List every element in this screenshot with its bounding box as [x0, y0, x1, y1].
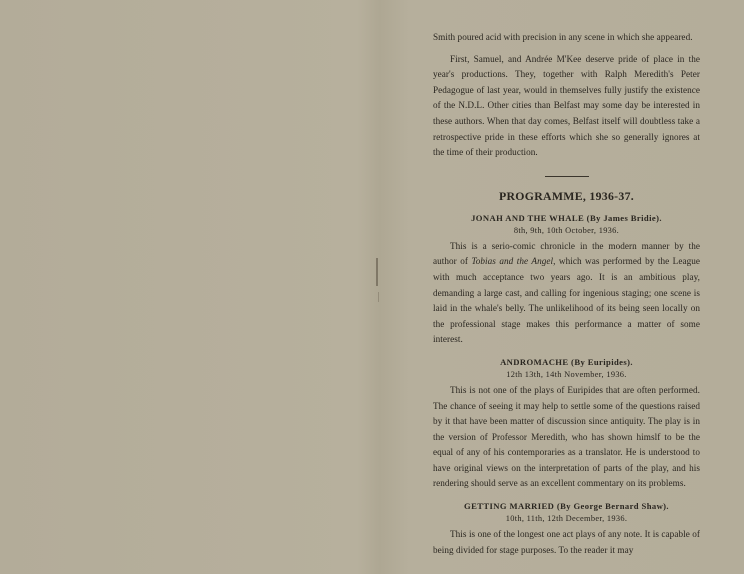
- continuation-paragraph: Smith poured acid with precision in any scene in which she appeared.: [433, 32, 693, 42]
- programme-heading: PROGRAMME, 1936-37.: [498, 188, 635, 203]
- play-title: GETTING MARRIED (By George Bernard Shaw).: [464, 501, 669, 512]
- play-description: This is one of the longest one act plays of any note. It is capable of being divided for stage purposes. To the reader it may: [433, 529, 700, 555]
- play-description: [433, 239, 700, 348]
- play-entry-getting-married: [433, 501, 700, 558]
- play-description-start: This is a serio-comic chronicle in the modern manner by the author of: [433, 240, 700, 267]
- play-entry-jonah: [433, 213, 700, 348]
- play-title: ANDROMACHE (By Euripides).: [500, 356, 633, 367]
- play-title: JONAH AND THE WHALE (By James Bridie).: [471, 212, 662, 223]
- right-page: [433, 30, 700, 558]
- gutter-mark: [376, 258, 378, 286]
- play-dates: 10th, 11th, 12th December, 1936.: [505, 514, 628, 524]
- section-divider: [545, 176, 589, 177]
- play-description-title: Tobias and the Angel: [471, 256, 554, 267]
- gutter-mark-small: [378, 292, 379, 302]
- play-dates: 8th, 9th, 10th October, 1936.: [513, 225, 620, 235]
- play-description-end: , which was performed by the League with much acceptance two years ago. It is an ambitious play, demanding a large cast, and calling for ingenious staging; one scene is laid in the whale's belly. The unlikelihood of its being seen locally on the professional stage makes this performance a matter of some interest.: [433, 256, 700, 345]
- play-dates: 12th 13th, 14th November, 1936.: [506, 369, 627, 379]
- tribute-paragraph: First, Samuel, and Andrée M'Kee deserve pride of place in the year's productions. They, together with Ralph Meredith's Peter Pedagogue of last year, would in themselves fully justify the existence of the N.D.L. Other cities than Belfast may some day be interested in these authors. When that day comes, Belfast itself will doubtless take a retrospective pride in these efforts which she so generally ignores at the time of their production.: [433, 53, 700, 158]
- play-description: This is not one of the plays of Euripides that are often performed. The chance of seeing it may help to settle some of the questions raised by it that have been matter of discussion since antiquity. The play is in the version of Professor Meredith, who has shown himslf to be the equal of any of his contemporaries as a translator. He is understood to have original views on the interpretation of parts of the play, and his rendering should serve as an excellent commentary on its problems.: [433, 384, 700, 489]
- play-entry-andromache: [433, 357, 700, 492]
